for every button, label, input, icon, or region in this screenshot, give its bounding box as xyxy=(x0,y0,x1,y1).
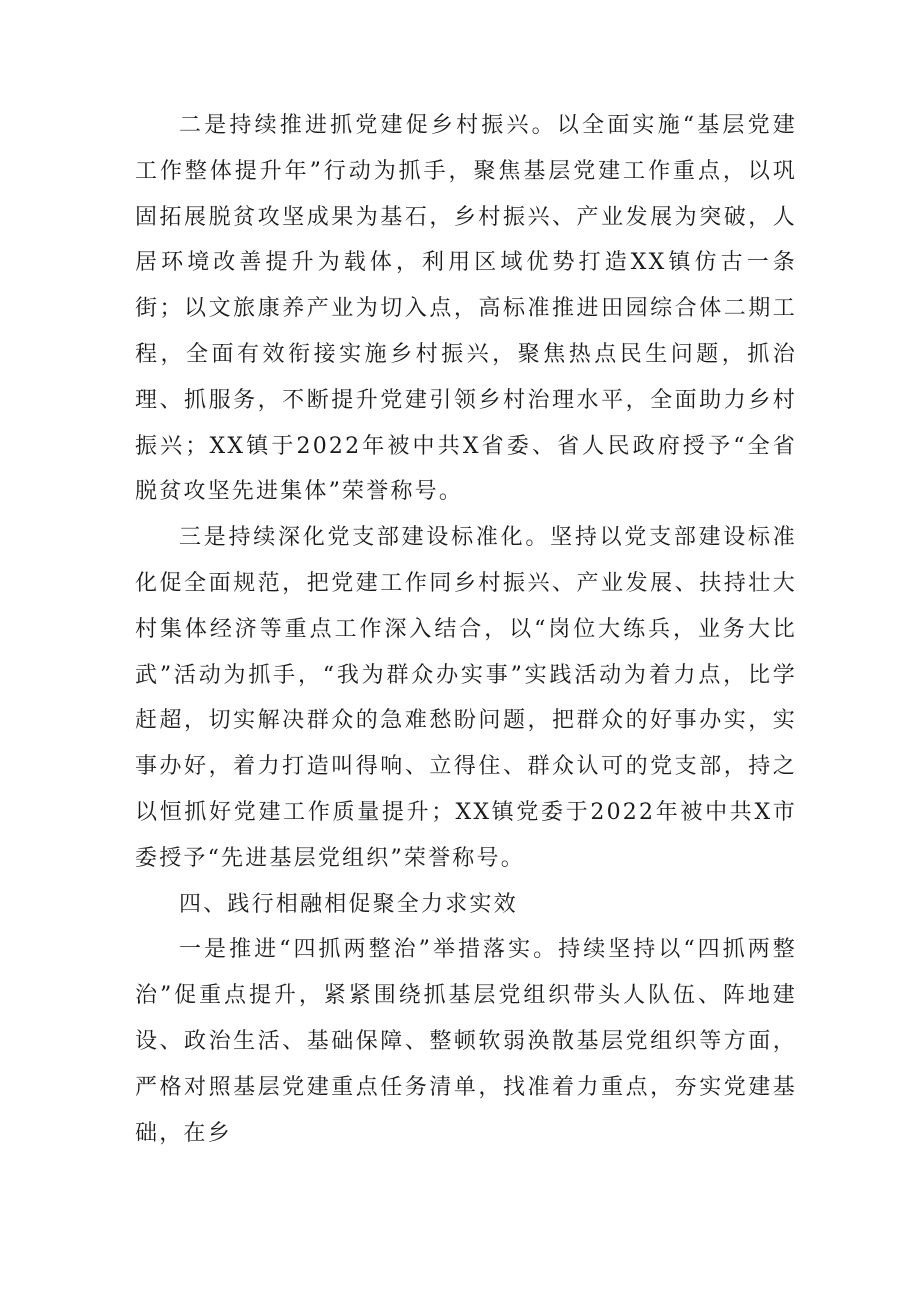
paragraph-rural-revitalization: 二是持续推进抓党建促乡村振兴。以全面实施“基层党建工作整体提升年”行动为抓手，聚焦基层党建工作重点，以巩固拓展脱贫攻坚成果为基石，乡村振兴、产业发展为突破，人居环境改善提升为载体，利用区域优势打造XX镇仿古一条街；以文旅康养产业为切入点，高标准推进田园综合体二期工程，全面有效衔接实施乡村振兴，聚焦热点民生问题，抓治理、抓服务，不断提升党建引领乡村治理水平，全面助力乡村振兴；XX镇于2022年被中共X省委、省人民政府授予“全省脱贫攻坚先进集体”荣誉称号。 xyxy=(135,113,797,505)
paragraph-four-grasp-two-rectify: 一是推进“四抓两整治”举措落实。持续坚持以“四抓两整治”促重点提升，紧紧围绕抓基层党组织带头人队伍、阵地建设、政治生活、基础保障、整顿软弱涣散基层党组织等方面，严格对照基层党建重点任务清单，找准着力重点，夯实党建基础，在乡 xyxy=(135,937,797,1146)
paragraph-branch-standardization: 三是持续深化党支部建设标准化。坚持以党支部建设标准化促全面规范，把党建工作同乡村振兴、产业发展、扶持壮大村集体经济等重点工作深入结合，以“岗位大练兵，业务大比武”活动为抓手，“我为群众办实事”实践活动为着力点，比学赶超，切实解决群众的急难愁盼问题，把群众的好事办实，实事办好，着力打造叫得响、立得住、群众认可的党支部，持之以恒抓好党建工作质量提升；XX镇党委于2022年被中共X市委授予“先进基层党组织”荣誉称号。 xyxy=(135,525,797,871)
section-heading-four: 四、践行相融相促聚全力求实效 xyxy=(179,891,518,917)
document-body xyxy=(135,103,797,1156)
